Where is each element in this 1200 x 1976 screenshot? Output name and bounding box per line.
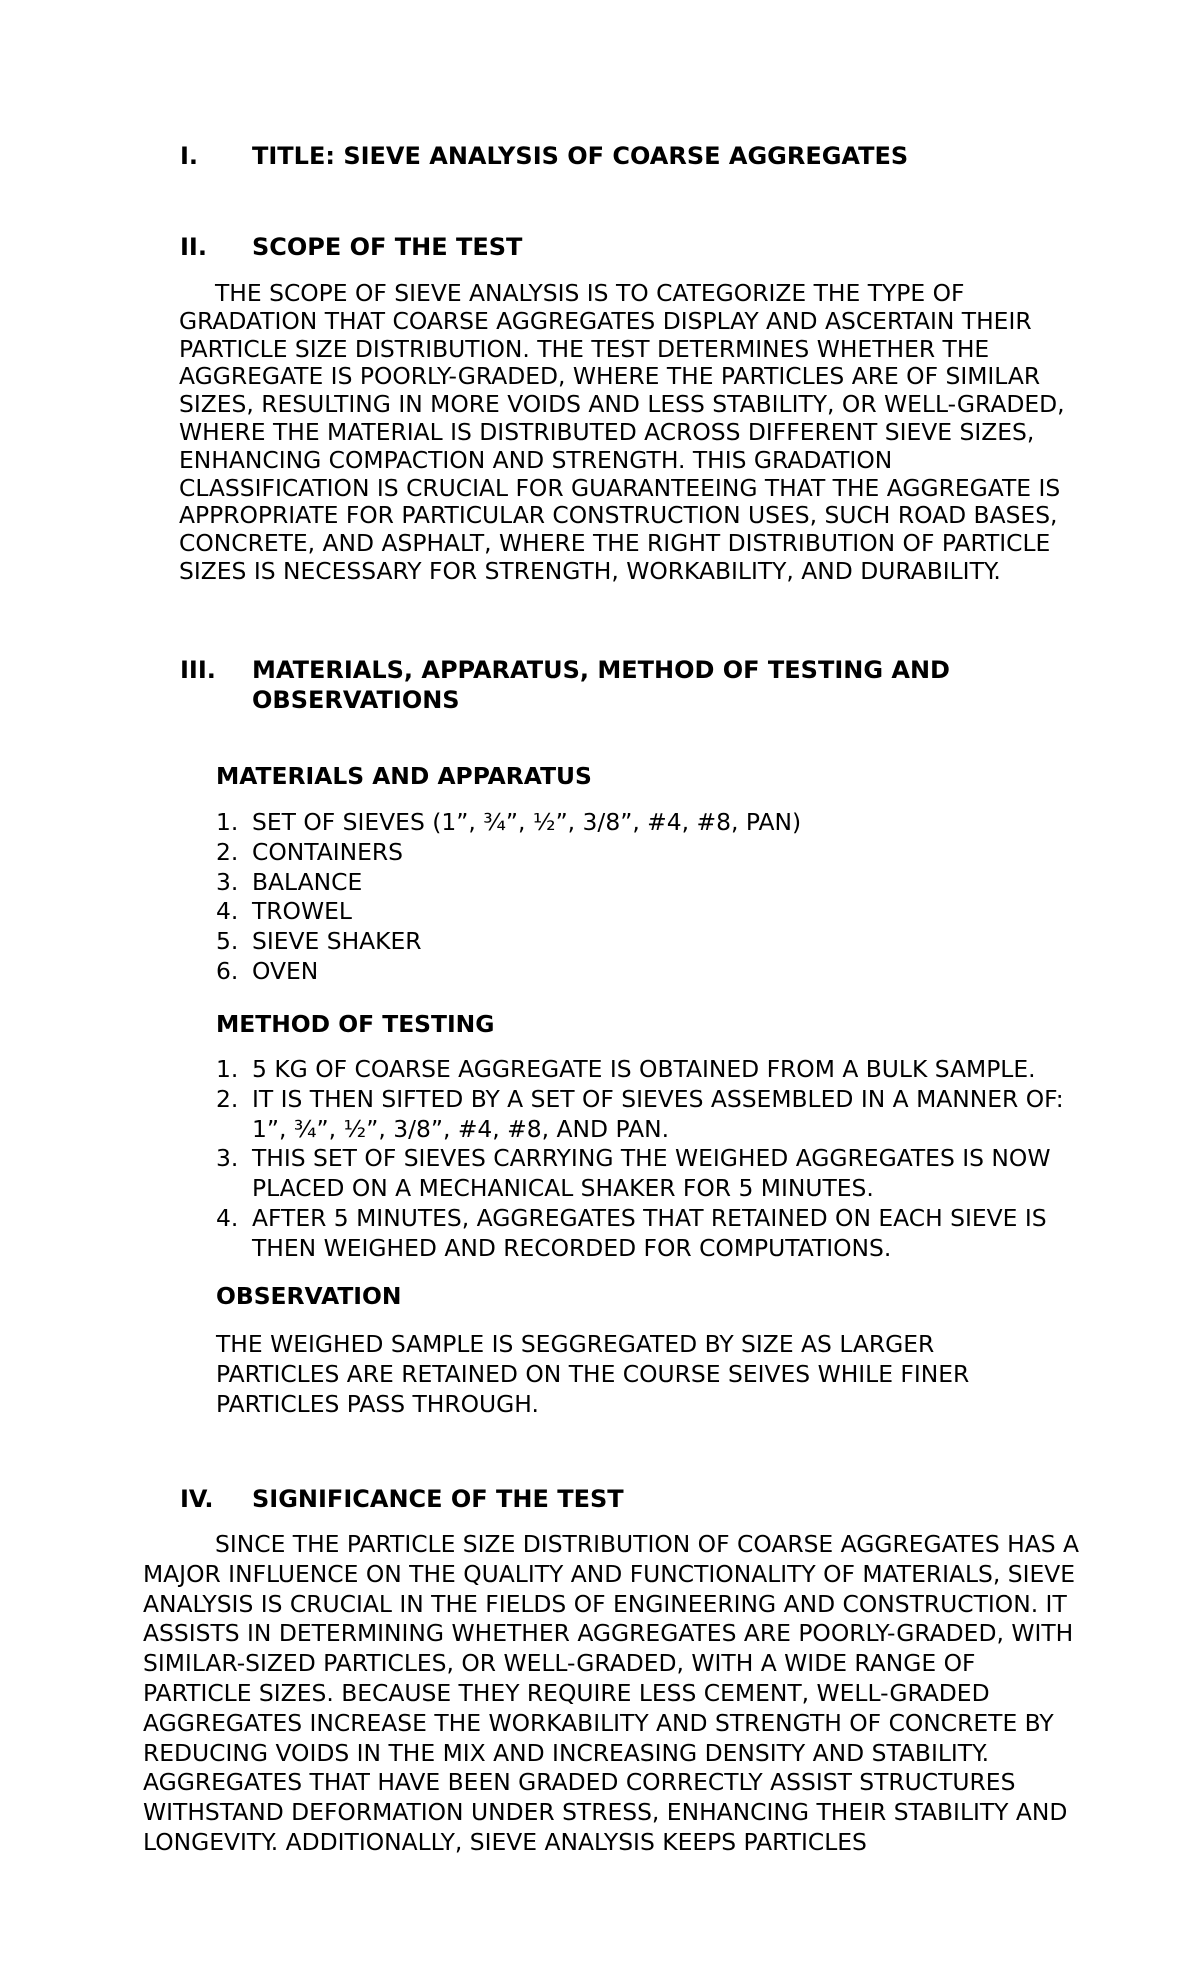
list-item: 3. BALANCE [216, 867, 363, 896]
section-3-number: III. [180, 656, 216, 684]
list-item: 2. IT IS THEN SIFTED BY A SET OF SIEVES ASSEMBLED IN A MANNER OF: 1”, ¾”, ½”, 3/8”, #4, #8, AND PAN. [216, 1084, 1064, 1143]
materials-heading: MATERIALS AND APPARATUS [216, 762, 592, 790]
material-item-label: TROWEL [252, 897, 352, 926]
list-item: 4. TROWEL [216, 897, 352, 926]
section-1-heading [180, 141, 1020, 171]
material-item-label: SIEVE SHAKER [252, 927, 422, 956]
list-item: 1. 5 KG OF COARSE AGGREGATE IS OBTAINED FROM A BULK SAMPLE. [216, 1055, 1036, 1083]
section-3-heading [180, 655, 1020, 715]
section-3-title-line1: MATERIALS, APPARATUS, METHOD OF TESTING AND [252, 656, 950, 684]
section-2-heading [180, 232, 1020, 262]
observation-heading: OBSERVATION [216, 1282, 402, 1310]
section-3-title-line2: OBSERVATIONS [252, 686, 460, 714]
materials-list [216, 808, 1076, 987]
material-item-label: BALANCE [252, 867, 363, 896]
list-item: 3. THIS SET OF SIEVES CARRYING THE WEIGHED AGGREGATES IS NOW PLACED ON A MECHANICAL SHAKER FOR 5 MINUTES. [216, 1144, 1051, 1203]
significance-paragraph: SINCE THE PARTICLE SIZE DISTRIBUTION OF COARSE AGGREGATES HAS A MAJOR INFLUENCE ON THE QUALITY AND FUNCTIONALITY OF MATERIALS, SIEVE ANALYSIS IS CRUCIAL IN THE FIELDS OF ENGINEERING AND CONSTRUCTION. IT ASSISTS IN DETERMINING WHETHER AGGREGATES ARE POORLY-GRADED, WITH SIMILAR-SIZED PARTICLES, OR WELL-GRADED, WITH A WIDE RANGE OF PARTICLE SIZES. BECAUSE THEY REQUIRE LESS CEMENT, WELL-GRADED AGGREGATES INCREASE THE WORKABILITY AND STRENGTH OF CONCRETE BY REDUCING VOIDS IN THE MIX AND INCREASING DENSITY AND STABILITY. AGGREGATES THAT HAVE BEEN GRADED CORRECTLY ASSIST STRUCTURES WITHSTAND DEFORMATION UNDER STRESS, ENHANCING THEIR STABILITY AND LONGEVITY. ADDITIONALLY, SIEVE ANALYSIS KEEPS PARTICLES [143, 1530, 1080, 1856]
section-4-title: SIGNIFICANCE OF THE TEST [252, 1485, 624, 1513]
method-step-label: IT IS THEN SIFTED BY A SET OF SIEVES ASSEMBLED IN A MANNER OF: 1”, ¾”, ½”, 3/8”, #4, #8, AND PAN. [252, 1084, 1064, 1143]
list-item: 2. CONTAINERS [216, 837, 403, 866]
scope-paragraph: THE SCOPE OF SIEVE ANALYSIS IS TO CATEGORIZE THE TYPE OF GRADATION THAT COARSE AGGREGATES DISPLAY AND ASCERTAIN THEIR PARTICLE SIZE DISTRIBUTION. THE TEST DETERMINES WHETHER THE AGGREGATE IS POORLY-GRADED, WHERE THE PARTICLES ARE OF SIMILAR SIZES, RESULTING IN MORE VOIDS AND LESS STABILITY, OR WELL-GRADED, WHERE THE MATERIAL IS DISTRIBUTED ACROSS DIFFERENT SIEVE SIZES, ENHANCING COMPACTION AND STRENGTH. THIS GRADATION CLASSIFICATION IS CRUCIAL FOR GUARANTEEING THAT THE AGGREGATE IS APPROPRIATE FOR PARTICULAR CONSTRUCTION USES, SUCH ROAD BASES, CONCRETE, AND ASPHALT, WHERE THE RIGHT DISTRIBUTION OF PARTICLE SIZES IS NECESSARY FOR STRENGTH, WORKABILITY, AND DURABILITY. [179, 279, 1065, 585]
method-step-label: THIS SET OF SIEVES CARRYING THE WEIGHED AGGREGATES IS NOW PLACED ON A MECHANICAL SHAKER FOR 5 MINUTES. [252, 1144, 1051, 1203]
section-4-heading [180, 1484, 1020, 1514]
list-item: 4. AFTER 5 MINUTES, AGGREGATES THAT RETAINED ON EACH SIEVE IS THEN WEIGHED AND RECORDED FOR COMPUTATIONS. [216, 1203, 1047, 1262]
section-2-number: II. [180, 233, 207, 261]
section-2-title: SCOPE OF THE TEST [252, 233, 523, 261]
material-item-label: OVEN [252, 956, 319, 985]
material-item-label: SET OF SIEVES (1”, ¾”, ½”, 3/8”, #4, #8, PAN) [252, 808, 802, 836]
section-1-number: I. [180, 142, 199, 170]
list-item: 1. SET OF SIEVES (1”, ¾”, ½”, 3/8”, #4, #8, PAN) [216, 808, 802, 836]
list-item: 6. OVEN [216, 956, 319, 985]
section-4-number: IV. [180, 1485, 214, 1513]
section-1-title: TITLE: SIEVE ANALYSIS OF COARSE AGGREGATES [252, 142, 909, 170]
method-step-label: AFTER 5 MINUTES, AGGREGATES THAT RETAINED ON EACH SIEVE IS THEN WEIGHED AND RECORDED FOR COMPUTATIONS. [252, 1203, 1047, 1262]
material-item-label: CONTAINERS [252, 837, 403, 866]
observation-paragraph: THE WEIGHED SAMPLE IS SEGGREGATED BY SIZE AS LARGER PARTICLES ARE RETAINED ON THE COURSE SEIVES WHILE FINER PARTICLES PASS THROUGH. [216, 1330, 970, 1418]
list-item: 5. SIEVE SHAKER [216, 927, 422, 956]
method-step-label: 5 KG OF COARSE AGGREGATE IS OBTAINED FROM A BULK SAMPLE. [252, 1055, 1036, 1083]
method-list [216, 1055, 1076, 1264]
method-heading: METHOD OF TESTING [216, 1010, 495, 1038]
